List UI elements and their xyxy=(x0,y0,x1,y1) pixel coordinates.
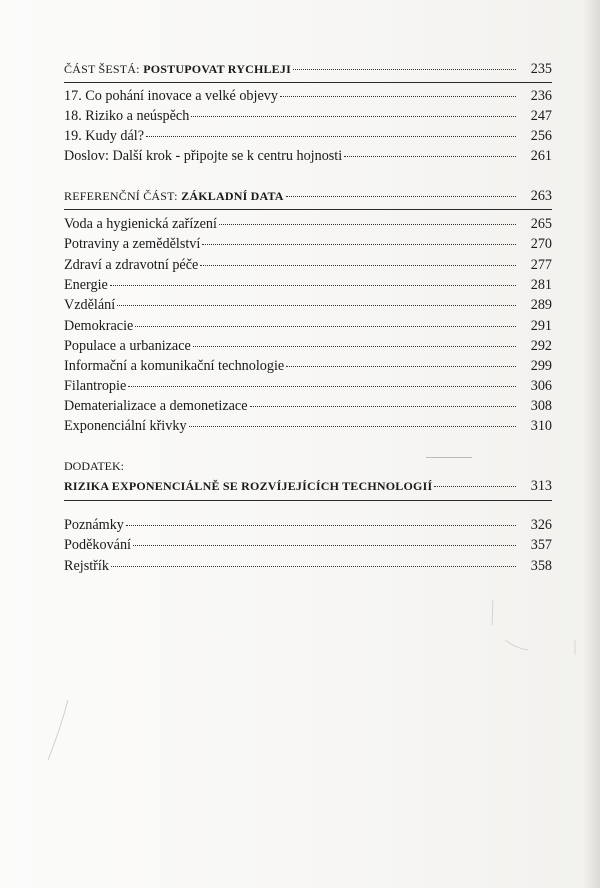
dot-leader xyxy=(250,406,516,407)
page-number: 236 xyxy=(530,88,552,104)
toc-entry xyxy=(64,375,552,397)
entry-title: 19. Kudy dál? xyxy=(64,128,144,144)
page-number: 235 xyxy=(530,61,552,77)
section-title: RIZIKA EXPONENCIÁLNĚ SE ROZVÍJEJÍCÍCH TECHNOLOGIÍ xyxy=(64,479,433,493)
entry-title: Rejstřík xyxy=(64,558,109,574)
page-number: 261 xyxy=(530,148,552,164)
toc-entry xyxy=(64,315,552,337)
dot-leader xyxy=(286,196,516,197)
toc-entry xyxy=(64,213,552,235)
section-title: ZÁKLADNÍ DATA xyxy=(181,189,284,203)
dot-leader xyxy=(117,305,516,306)
page-number: 292 xyxy=(530,338,552,354)
dot-leader xyxy=(146,136,516,137)
toc-entry xyxy=(64,294,552,316)
section-rule xyxy=(64,500,552,501)
dot-leader xyxy=(344,156,516,157)
toc-section-heading xyxy=(64,58,552,80)
toc-entry xyxy=(64,395,552,417)
toc-entry xyxy=(64,254,552,276)
toc-entry xyxy=(64,274,552,296)
toc-section-heading xyxy=(64,185,552,207)
toc-entry xyxy=(64,233,552,255)
entry-title: Zdraví a zdravotní péče xyxy=(64,257,199,273)
toc-entry xyxy=(64,355,552,377)
dot-leader xyxy=(202,244,516,245)
entry-title: Vzdělání xyxy=(64,297,116,313)
dot-leader xyxy=(280,96,516,97)
dot-leader xyxy=(110,285,516,286)
appendix-label: DODATEK: xyxy=(64,459,124,473)
entry-title: Exponenciální křivky xyxy=(64,418,187,434)
page-number: 358 xyxy=(530,558,552,574)
entry-title: 17. Co pohání inovace a velké objevy xyxy=(64,88,278,104)
page-number: 263 xyxy=(530,188,552,204)
entry-title: Dematerializace a demonetizace xyxy=(64,398,248,414)
entry-title: Voda a hygienická zařízení xyxy=(64,216,217,232)
entry-title: Demokracie xyxy=(64,318,134,334)
dot-leader xyxy=(133,545,516,546)
entry-title: Doslov: Další krok - připojte se k centru hojnosti xyxy=(64,148,343,164)
entry-title: Informační a komunikační technologie xyxy=(64,358,285,374)
entry-title: Potraviny a zemědělství xyxy=(64,236,201,252)
entry-title: Poděkování xyxy=(64,537,131,553)
dot-leader xyxy=(219,224,516,225)
page-number: 270 xyxy=(530,236,552,252)
section-title: POSTUPOVAT RYCHLEJI xyxy=(143,62,291,76)
entry-title: Poznámky xyxy=(64,517,124,533)
faint-mark xyxy=(426,457,472,458)
page-number: 306 xyxy=(530,378,552,394)
section-rule xyxy=(64,209,552,210)
section-rule xyxy=(64,82,552,83)
entry-title: Populace a urbanizace xyxy=(64,338,191,354)
page-number: 299 xyxy=(530,358,552,374)
dot-leader xyxy=(434,486,516,487)
section-label: REFERENČNÍ ČÁST: xyxy=(64,189,178,203)
page-number: 357 xyxy=(530,537,552,553)
dot-leader xyxy=(193,346,516,347)
dot-leader xyxy=(126,525,516,526)
page-number: 256 xyxy=(530,128,552,144)
page-number: 313 xyxy=(530,478,552,494)
toc-entry xyxy=(64,85,552,107)
dot-leader xyxy=(189,426,516,427)
page-number: 277 xyxy=(530,257,552,273)
page-number: 308 xyxy=(530,398,552,414)
dot-leader xyxy=(200,265,516,266)
toc-entry xyxy=(64,105,552,127)
entry-title: Filantropie xyxy=(64,378,127,394)
section-label: ČÁST ŠESTÁ: xyxy=(64,62,140,76)
page-spine-shadow xyxy=(584,0,600,888)
dot-leader xyxy=(111,566,516,567)
toc-entry xyxy=(64,555,552,577)
toc-entry xyxy=(64,415,552,437)
dot-leader xyxy=(191,116,516,117)
page-number: 289 xyxy=(530,297,552,313)
page-number: 265 xyxy=(530,216,552,232)
toc-entry xyxy=(64,514,552,536)
entry-title: Energie xyxy=(64,277,108,293)
toc-entry xyxy=(64,125,552,147)
toc-entry xyxy=(64,335,552,357)
toc-entry xyxy=(64,145,552,167)
entry-title: 18. Riziko a neúspěch xyxy=(64,108,190,124)
dot-leader xyxy=(135,326,516,327)
dot-leader xyxy=(286,366,516,367)
page-number: 310 xyxy=(530,418,552,434)
dot-leader xyxy=(128,386,516,387)
page-number: 326 xyxy=(530,517,552,533)
page-number: 247 xyxy=(530,108,552,124)
dot-leader xyxy=(293,69,516,70)
toc-entry xyxy=(64,534,552,556)
toc-section-heading xyxy=(64,475,552,497)
page-number: 291 xyxy=(530,318,552,334)
page-number: 281 xyxy=(530,277,552,293)
